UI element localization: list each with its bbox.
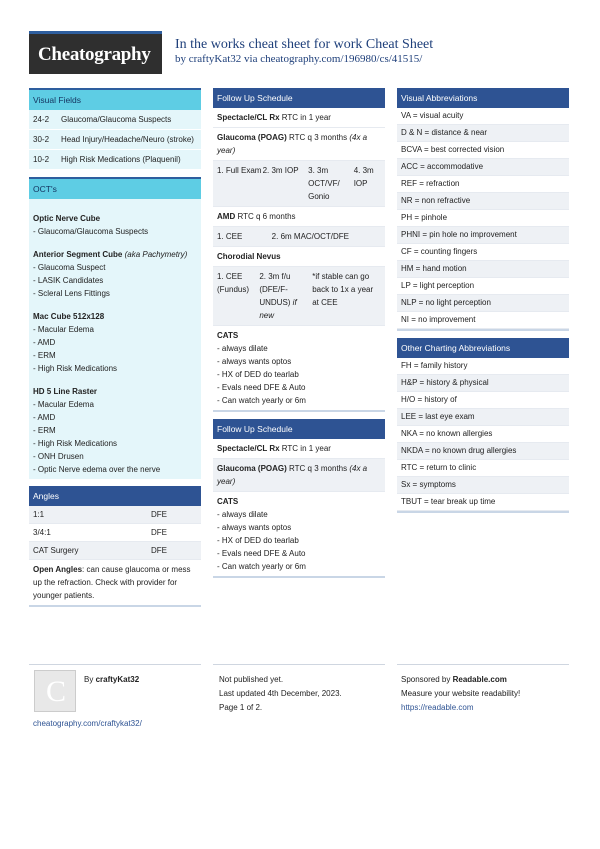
list-item: RTC = return to clinic [397,460,569,477]
list-item: LP = light perception [397,278,569,295]
other-abbr-header: Other Charting Abbreviations [397,338,569,358]
vf-desc: Glaucoma/Glaucoma Suspects [61,115,172,124]
footer-divider [213,664,385,665]
footer-divider [397,664,569,665]
note-label: Open Angles [33,565,83,574]
column-1 [29,88,201,614]
step: 2. 3m IOP [262,166,299,175]
row-label: AMD [217,212,236,221]
visual-abbr-header: Visual Abbreviations [397,88,569,108]
list-item: - Evals need DFE & Auto [217,383,306,392]
step: 4. 3m IOP [353,166,374,188]
followup-section-1 [213,88,385,412]
footer-by: By [84,675,96,684]
octs-header: OCT's [29,177,201,199]
list-item: H&P = history & physical [397,375,569,392]
list-item: CF = counting fingers [397,244,569,261]
followup-section-2 [213,419,385,578]
list-item: - AMD [33,413,56,422]
step: 3. 3m OCT/VF/ Gonio [308,166,340,201]
oct-group-title [33,248,197,261]
visual-fields-header: Visual Fields [29,88,201,110]
list-item: - ERM [33,426,56,435]
cats-title: CATS [217,331,239,340]
list-item: PH = pinhole [397,210,569,227]
octs-body [29,199,201,479]
list-item: - Macular Edema [33,325,94,334]
spectacle-row [213,439,385,459]
cats-title: CATS [217,497,239,506]
table-row [29,150,201,170]
angle-ratio: 3/4:1 [33,528,51,537]
row-label: Spectacle/CL Rx [217,113,280,122]
spacer [33,238,197,248]
footer-author [84,673,139,687]
row-italic: (4x a year) [217,133,368,155]
list-item: - Glaucoma/Glaucoma Suspects [33,227,149,236]
list-item: - Evals need DFE & Auto [217,549,306,558]
list-item: - HX of DED do tearlab [217,536,299,545]
list-item: - ONH Drusen [33,452,84,461]
list-item: - Glaucoma Suspect [33,263,106,272]
table-row [29,524,201,542]
step [259,270,312,322]
list-item: Sx = symptoms [397,477,569,494]
list-item: D & N = distance & near [397,125,569,142]
angles-note [29,560,201,605]
row-text: RTC q 6 months [235,212,296,221]
step: 2. 6m MAC/OCT/DFE [271,232,350,241]
angle-action: DFE [151,546,167,555]
step-italic: if new [259,298,297,320]
row-label: Glaucoma (POAG) [217,464,287,473]
nevus-row [213,247,385,267]
page-number: Page 1 of 2. [219,703,263,712]
row-text: RTC q 3 months [286,464,350,473]
list-item: VA = visual acuity [397,108,569,125]
followup-header: Follow Up Schedule [213,88,385,108]
list-item: - always wants optos [217,357,292,366]
spacer [33,300,197,310]
octs-section [29,177,201,479]
list-item: - High Risk Medications [33,364,118,373]
list-item: PHNI = pin hole no improvement [397,227,569,244]
list-item: - AMD [33,338,56,347]
visual-abbr-section [397,88,569,331]
visual-fields-section [29,88,201,170]
list-item: - Can watch yearly or 6m [217,396,306,405]
footer-author-name[interactable]: craftyKat32 [95,675,140,684]
angle-action: DFE [151,510,167,519]
note-text: : can cause glaucoma or mess up the refraction. Check with provider for younger patients. [33,565,191,600]
row-label: Chorodial Nevus [217,252,281,261]
nevus-steps [213,267,385,326]
list-item: BCVA = best corrected vision [397,142,569,159]
sponsor-line [401,673,520,687]
sheet-url-link[interactable]: cheatography.com/196980/cs/41515/ [260,53,423,65]
list-item: NKA = no known allergies [397,426,569,443]
row-text: RTC in 1 year [279,444,331,453]
spectacle-row [213,108,385,128]
list-item: - always dilate [217,344,268,353]
list-item: - Scleral Lens Fittings [33,289,110,298]
logo-text: Cheatography [38,44,151,65]
oct-group-aka: (aka Pachymetry) [124,250,188,259]
list-item: ACC = accommodative [397,159,569,176]
table-row [29,542,201,560]
oct-group-title: Optic Nerve Cube [33,214,101,223]
row-text: RTC q 3 months [286,133,350,142]
footer-divider [29,664,201,665]
step: 1. CEE [217,232,243,241]
row-text: RTC in 1 year [279,113,331,122]
glaucoma-steps [213,161,385,207]
spacer [33,202,197,212]
column-3 [397,88,569,520]
cats-block [213,326,385,410]
list-item: LEE = last eye exam [397,409,569,426]
angle-ratio: 1:1 [33,510,45,519]
vf-code: 10-2 [33,155,50,164]
list-item: HM = hand motion [397,261,569,278]
list-item: - ERM [33,351,56,360]
author-link[interactable]: craftyKat32 [188,53,242,65]
list-item: - always dilate [217,510,268,519]
last-updated: Last updated 4th December, 2023. [219,689,342,698]
glaucoma-row [213,128,385,161]
angles-header: Angles [29,486,201,506]
other-abbr-section [397,338,569,513]
table-row [29,506,201,524]
angle-ratio: CAT Surgery [33,546,79,555]
amd-steps [213,227,385,247]
vf-code: 24-2 [33,115,50,124]
list-item: - Optic Nerve edema over the nerve [33,465,161,474]
avatar-letter: C [46,675,67,708]
footer-sponsor [401,673,520,715]
list-item: - HX of DED do tearlab [217,370,299,379]
step: 1. Full Exam [217,166,262,175]
list-item: - always wants optos [217,523,292,532]
step: *if stable can go back to 1x a year at CEE [312,272,374,307]
author-profile-link[interactable]: cheatography.com/craftykat32/ [33,719,142,728]
sponsor-label: Sponsored by [401,675,453,684]
list-item: NR = non refractive [397,193,569,210]
row-label: Glaucoma (POAG) [217,133,287,142]
footer-status [219,673,342,715]
list-item: - Can watch yearly or 6m [217,562,306,571]
step: 1. CEE (Fundus) [217,272,250,294]
sponsor-name[interactable]: Readable.com [452,675,507,684]
glaucoma-row [213,459,385,492]
list-item: H/O = history of [397,392,569,409]
column-2 [213,88,385,585]
sponsor-link[interactable]: https://readable.com [401,703,474,712]
oct-group-title: HD 5 Line Raster [33,387,98,396]
publish-status: Not published yet. [219,675,284,684]
list-item: - Macular Edema [33,400,94,409]
angles-section [29,486,201,607]
visual-fields-body [29,110,201,170]
step-text: 2. 3m f/u (DFE/F-UNDUS) [259,272,291,307]
list-item: REF = refraction [397,176,569,193]
via-word: via [244,53,258,65]
amd-row [213,207,385,227]
oct-group-name: Anterior Segment Cube [33,250,123,259]
cats-block [213,492,385,576]
oct-group-title: Mac Cube 512x128 [33,312,105,321]
sponsor-tagline: Measure your website readability! [401,689,521,698]
list-item: - High Risk Medications [33,439,118,448]
list-item: TBUT = tear break up time [397,494,569,511]
table-row [29,130,201,150]
vf-code: 30-2 [33,135,50,144]
vf-desc: High Risk Medications (Plaquenil) [61,155,181,164]
angle-action: DFE [151,528,167,537]
list-item: - LASIK Candidates [33,276,104,285]
followup-header: Follow Up Schedule [213,419,385,439]
vf-desc: Head Injury/Headache/Neuro (stroke) [61,135,194,144]
row-label: Spectacle/CL Rx [217,444,280,453]
cheatography-logo[interactable] [29,31,162,74]
list-item: NI = no improvement [397,312,569,329]
list-item: NLP = no light perception [397,295,569,312]
list-item: NKDA = no known drug allergies [397,443,569,460]
table-row [29,110,201,130]
author-avatar[interactable] [34,670,76,712]
byline [175,53,422,65]
by-word: by [175,53,186,65]
row-italic: (4x a year) [217,464,368,486]
list-item: FH = family history [397,358,569,375]
sheet-title: In the works cheat sheet for work Cheat Sheet [175,37,434,52]
spacer [33,375,197,385]
